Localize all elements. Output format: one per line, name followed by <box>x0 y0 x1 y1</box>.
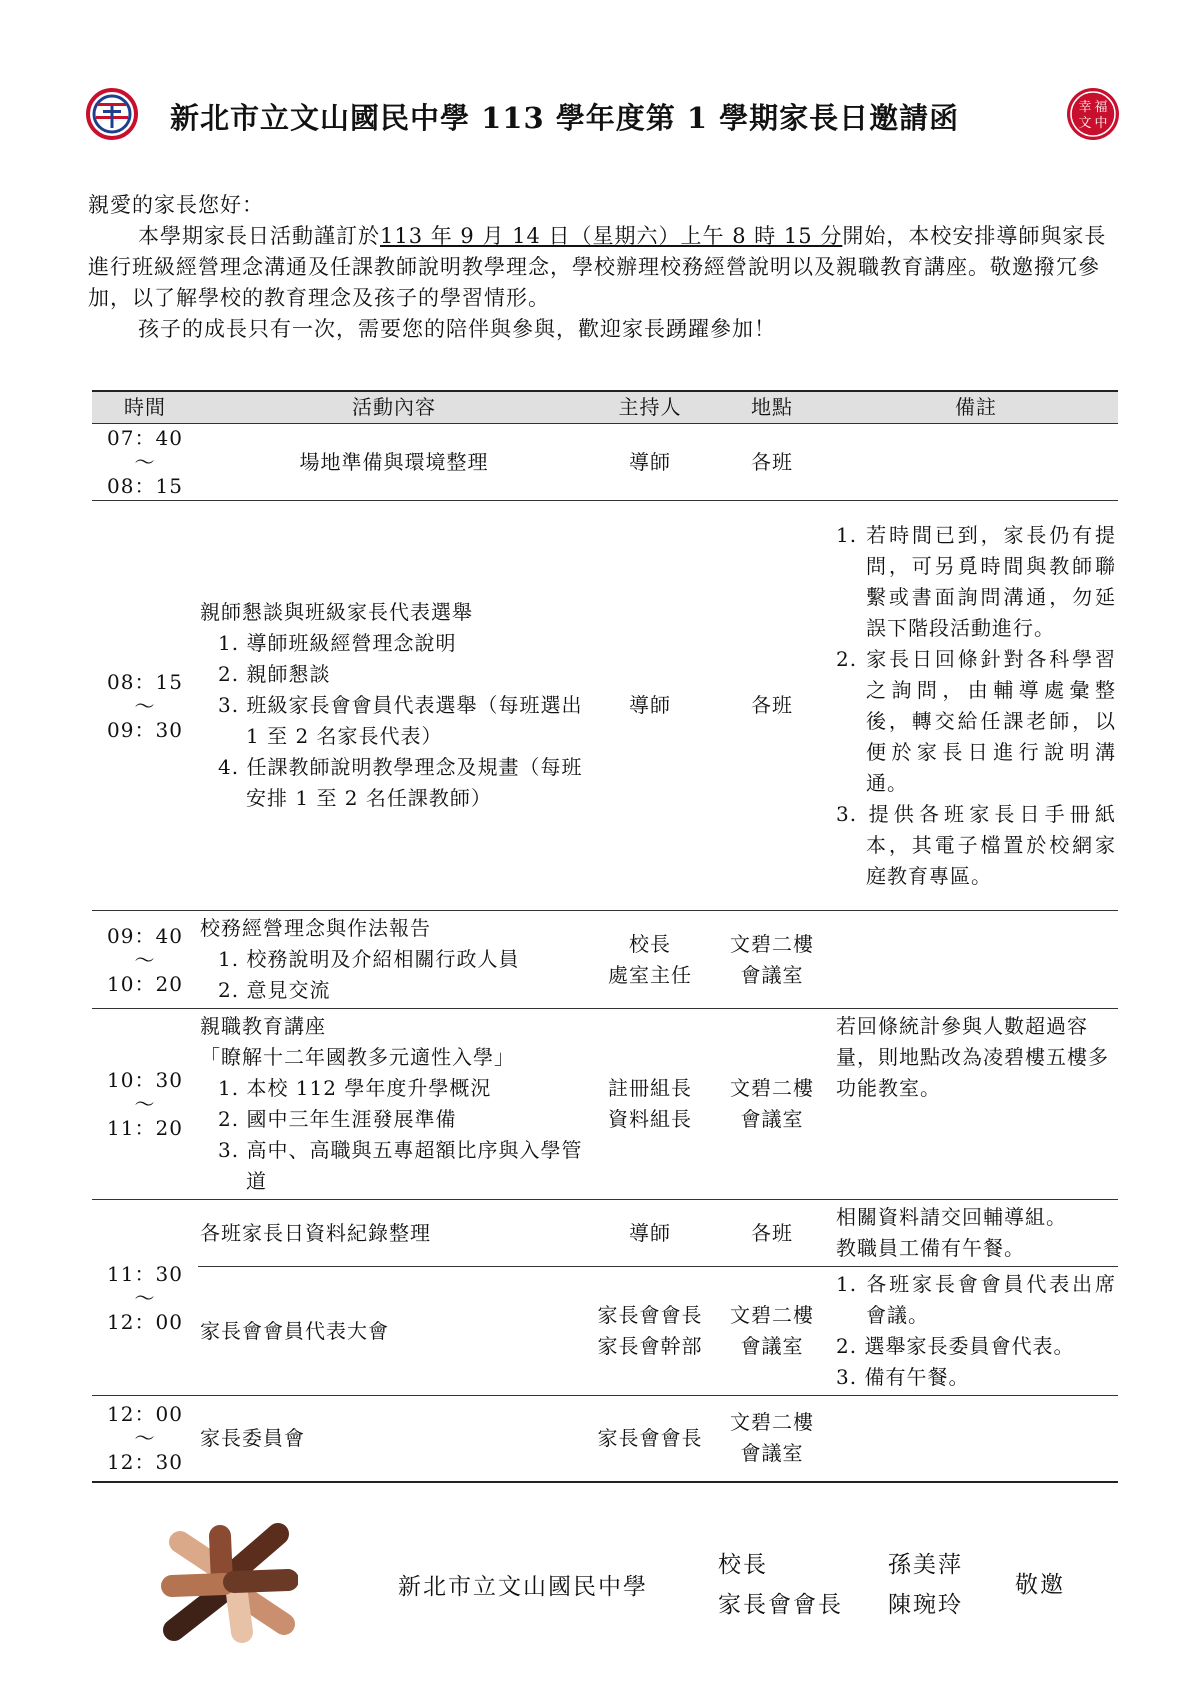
time-end: 08：15 <box>107 474 183 498</box>
table-header-row <box>92 391 1118 424</box>
place-line: 會議室 <box>740 962 804 987</box>
time-start: 12：00 <box>107 1402 183 1427</box>
host-line: 家長會會長 <box>597 1303 703 1327</box>
time-tilde: ～ <box>134 1426 156 1451</box>
host-cell: 導師 <box>590 424 710 501</box>
activity-cell <box>198 501 590 911</box>
host-cell: 導師 <box>590 1200 710 1267</box>
col-header-host: 主持人 <box>590 391 710 424</box>
time-end: 10：20 <box>107 971 183 996</box>
time-cell <box>92 1396 198 1482</box>
activity-cell <box>198 911 590 1009</box>
host-line: 註冊組長 <box>608 1076 692 1100</box>
place-cell <box>710 911 834 1009</box>
table-row <box>92 1267 1118 1396</box>
time-start: 11：30 <box>107 1261 183 1286</box>
footer-name-principal: 孫美萍 <box>888 1552 963 1578</box>
time-cell <box>92 1200 198 1396</box>
intro-text <box>88 190 1118 345</box>
time-tilde: ～ <box>134 693 156 718</box>
host-cell <box>590 1267 710 1396</box>
note-cell <box>834 424 1118 501</box>
activity-cell: 場地準備與環境整理 <box>198 424 590 501</box>
list-item: 2. 意見交流 <box>218 978 331 1002</box>
joined-hands-icon <box>158 1512 298 1652</box>
time-end: 12：30 <box>107 1450 183 1475</box>
col-header-place: 地點 <box>710 391 834 424</box>
activity-title: 親職教育講座 <box>200 1014 326 1038</box>
list-item: 2. 國中三年生涯發展準備 <box>218 1107 457 1131</box>
seal-char: 中 <box>1094 116 1108 131</box>
happy-school-seal-icon <box>1065 86 1121 142</box>
note-item: 2. 家長日回條針對各科學習之詢問，由輔導處彙整後，轉交給任課老師，以便於家長日進行說明溝通。 <box>836 646 1116 795</box>
activity-subtitle: 「瞭解十二年國教多元適性入學」 <box>200 1045 515 1069</box>
col-header-note: 備註 <box>834 391 1118 424</box>
intro-paragraph <box>88 221 1118 314</box>
time-end: 09：30 <box>107 717 183 742</box>
list-item: 2. 親師懇談 <box>218 662 331 686</box>
intro-text-a: 本學期家長日活動謹訂於 <box>138 224 380 248</box>
place-cell: 各班 <box>710 1200 834 1267</box>
footer-role-principal: 校長 <box>718 1552 768 1578</box>
seal-char: 幸 <box>1078 100 1092 115</box>
footer-closing: 敬邀 <box>1015 1572 1065 1598</box>
activity-list <box>200 944 588 1006</box>
activity-list <box>200 628 588 814</box>
table-row <box>92 424 1118 501</box>
place-cell: 各班 <box>710 424 834 501</box>
place-cell: 各班 <box>710 501 834 911</box>
host-cell <box>590 911 710 1009</box>
footer-name-pta: 陳琬玲 <box>888 1592 963 1618</box>
list-item: 3. 班級家長會會員代表選舉（每班選出 1 至 2 名家長代表） <box>218 693 583 748</box>
table-row <box>92 501 1118 911</box>
note-item: 3. 提供各班家長日手冊紙本，其電子檔置於校網家庭教育專區。 <box>836 801 1116 888</box>
host-line: 資料組長 <box>608 1107 692 1131</box>
time-tilde: ～ <box>134 1285 156 1310</box>
time-cell <box>92 911 198 1009</box>
seal-char: 文 <box>1078 116 1092 131</box>
intro-closing: 孩子的成長只有一次，需要您的陪伴與參與，歡迎家長踴躍參加！ <box>138 317 776 341</box>
place-line: 會議室 <box>740 1334 804 1358</box>
activity-cell: 各班家長日資料紀錄整理 <box>198 1200 590 1267</box>
footer-role-pta: 家長會會長 <box>718 1592 843 1618</box>
time-end: 11：20 <box>107 1116 183 1140</box>
activity-cell: 家長會會員代表大會 <box>198 1267 590 1396</box>
seal-char: 福 <box>1094 100 1108 115</box>
note-cell <box>834 1396 1118 1482</box>
host-cell: 家長會會長 <box>590 1396 710 1482</box>
table-row <box>92 1200 1118 1267</box>
note-cell <box>834 501 1118 911</box>
note-item: 3. 備有午餐。 <box>836 1365 970 1389</box>
list-item: 4. 任課教師說明教學理念及規畫（每班安排 1 至 2 名任課教師） <box>218 755 583 810</box>
note-cell <box>834 1200 1118 1267</box>
host-line: 校長 <box>629 931 671 956</box>
place-line: 文碧二樓 <box>730 1076 814 1100</box>
time-start: 07：40 <box>107 426 183 450</box>
table-row <box>92 1009 1118 1200</box>
time-tilde: ～ <box>134 1092 156 1116</box>
list-item: 1. 導師班級經營理念說明 <box>218 631 457 655</box>
footer-school: 新北市立文山國民中學 <box>398 1574 648 1600</box>
time-cell <box>92 424 198 501</box>
activity-list <box>200 1073 588 1197</box>
note-item: 1. 若時間已到，家長仍有提問，可另覓時間與教師聯繫或書面詢問溝通，勿延誤下階段活動進行。 <box>836 522 1116 640</box>
time-start: 08：15 <box>107 669 183 694</box>
time-start: 10：30 <box>107 1068 183 1092</box>
host-cell: 導師 <box>590 501 710 911</box>
place-cell <box>710 1267 834 1396</box>
place-line: 會議室 <box>740 1107 804 1131</box>
note-item: 2. 選舉家長委員會代表。 <box>836 1334 1075 1358</box>
host-line: 處室主任 <box>608 962 692 987</box>
table-row <box>92 1396 1118 1482</box>
time-tilde: ～ <box>134 947 156 972</box>
event-date: 113 年 9 月 14 日（星期六）上午 8 時 15 分 <box>380 224 843 248</box>
time-end: 12：00 <box>107 1309 183 1334</box>
host-line: 家長會幹部 <box>597 1334 703 1358</box>
note-item: 相關資料請交回輔導組。 <box>836 1205 1067 1229</box>
place-line: 文碧二樓 <box>730 1303 814 1327</box>
note-item: 1. 各班家長會會員代表出席會議。 <box>836 1272 1116 1327</box>
activity-title: 校務經營理念與作法報告 <box>200 916 431 940</box>
col-header-activity: 活動內容 <box>198 391 590 424</box>
activity-cell: 家長委員會 <box>198 1396 590 1482</box>
intro-text-b: 開始，本校安排導師與家長進行班級經營理念溝通及任課教師說明教學理念，學校辦理校務經營說明以及親職教育講座。敬邀撥冗參加，以了解學校的教育理念及孩子的學習情形。 <box>88 224 1107 310</box>
note-cell <box>834 911 1118 1009</box>
time-tilde: ～ <box>134 450 156 474</box>
greeting: 親愛的家長您好： <box>88 193 264 217</box>
school-logo-icon <box>86 88 138 140</box>
place-cell <box>710 1396 834 1482</box>
place-line: 會議室 <box>740 1441 804 1466</box>
note-cell <box>834 1267 1118 1396</box>
list-item: 1. 校務說明及介紹相關行政人員 <box>218 947 520 971</box>
col-header-time: 時間 <box>92 391 198 424</box>
list-item: 1. 本校 112 學年度升學概況 <box>218 1076 492 1100</box>
table-row <box>92 911 1118 1009</box>
place-line: 文碧二樓 <box>730 1410 814 1435</box>
page-title: 新北市立文山國民中學 113 學年度第 1 學期家長日邀請函 <box>170 101 960 135</box>
host-cell <box>590 1009 710 1200</box>
list-item: 3. 高中、高職與五專超額比序與入學管道 <box>218 1138 583 1193</box>
time-cell <box>92 1009 198 1200</box>
note-item: 教職員工備有午餐。 <box>836 1236 1025 1260</box>
time-cell <box>92 501 198 911</box>
place-cell <box>710 1009 834 1200</box>
schedule-table <box>92 390 1118 1483</box>
time-start: 09：40 <box>107 923 183 948</box>
activity-title: 親師懇談與班級家長代表選舉 <box>200 600 473 624</box>
note-cell: 若回條統計參與人數超過容量，則地點改為凌碧樓五樓多功能教室。 <box>834 1009 1118 1200</box>
activity-cell <box>198 1009 590 1200</box>
place-line: 文碧二樓 <box>730 931 814 956</box>
